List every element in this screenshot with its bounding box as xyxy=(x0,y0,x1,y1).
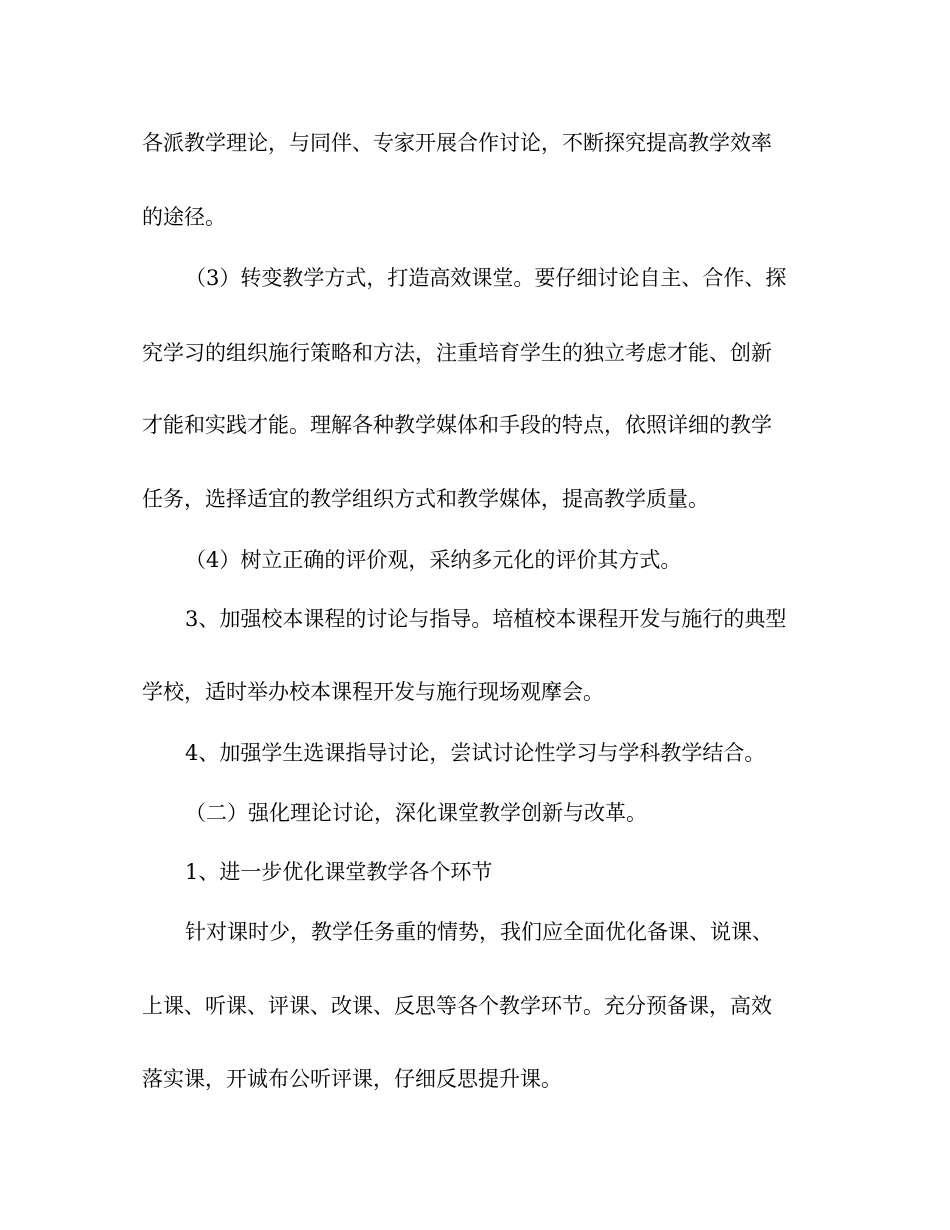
paragraph-line: 究学习的组织施行策略和方法，注重培育学生的独立考虑才能、创新 xyxy=(142,341,772,365)
paragraph-line: 任务，选择适宜的教学组织方式和教学媒体，提高教学质量。 xyxy=(142,487,709,511)
paragraph-line: 3、加强校本课程的讨论与指导。培植校本课程开发与施行的典型 xyxy=(185,607,787,631)
paragraph-line: （4）树立正确的评价观，采纳多元化的评价其方式。 xyxy=(185,548,682,572)
paragraph-line: 1、进一步优化课堂教学各个环节 xyxy=(185,860,493,884)
paragraph-line: 各派教学理论，与同伴、专家开展合作讨论，不断探究提高教学效率 xyxy=(142,131,772,155)
paragraph-line: 4、加强学生选课指导讨论，尝试讨论性学习与学科教学结合。 xyxy=(185,741,766,765)
paragraph-line: 落实课，开诚布公听评课，仔细反思提升课。 xyxy=(142,1067,562,1091)
paragraph-line: 针对课时少，教学任务重的情势，我们应全面优化备课、说课、 xyxy=(185,920,773,944)
paragraph-line: 才能和实践才能。理解各种教学媒体和手段的特点，依照详细的教学 xyxy=(142,413,772,437)
paragraph-line: 上课、听课、评课、改课、反思等各个教学环节。充分预备课，高效 xyxy=(142,994,772,1018)
paragraph-line: 的途径。 xyxy=(142,205,226,229)
paragraph-line: 学校，适时举办校本课程开发与施行现场观摩会。 xyxy=(142,680,604,704)
paragraph-line: （3）转变教学方式，打造高效课堂。要仔细讨论自主、合作、探 xyxy=(185,266,787,290)
paragraph-line: （二）强化理论讨论，深化课堂教学创新与改革。 xyxy=(185,801,647,825)
